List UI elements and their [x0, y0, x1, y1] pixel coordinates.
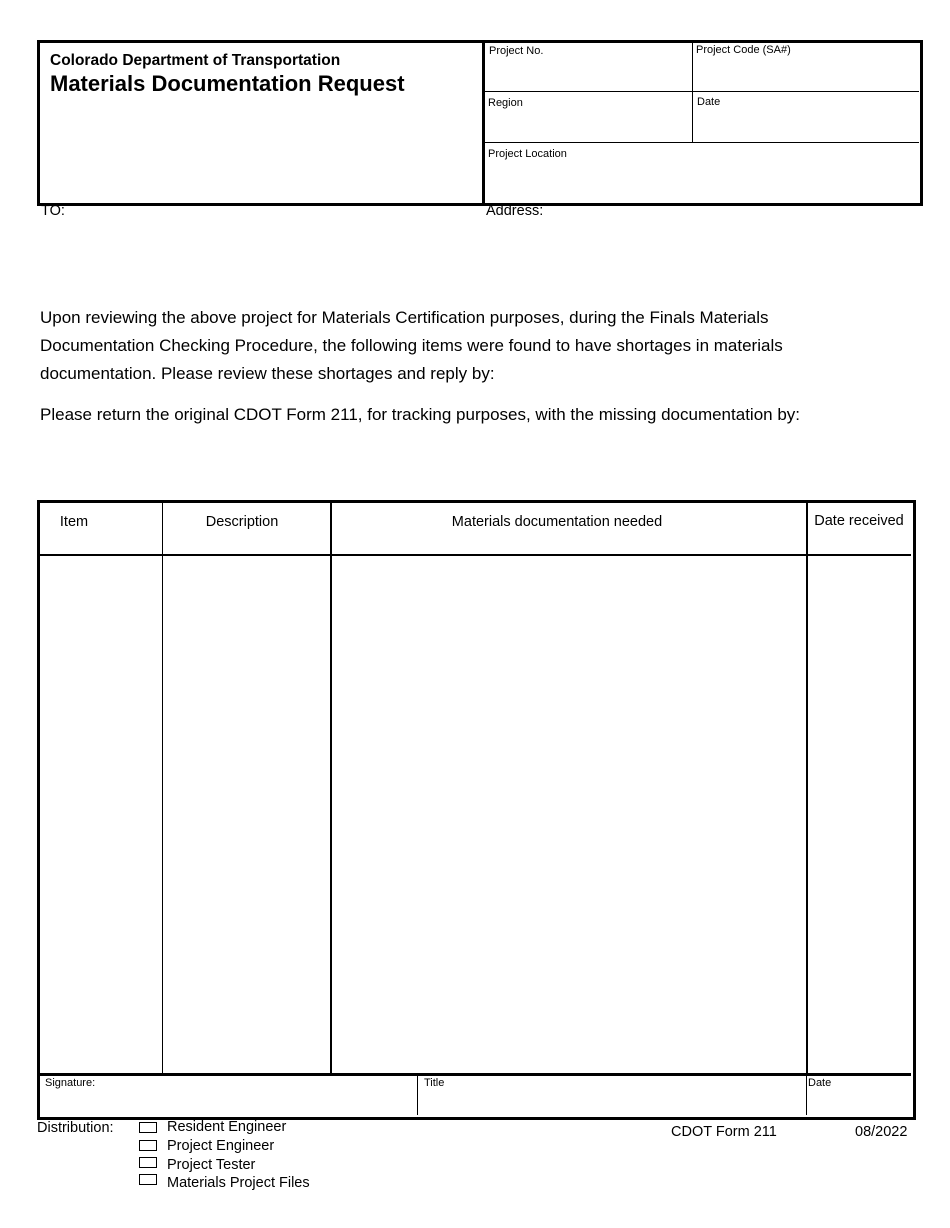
signature-divider-1 [417, 1075, 418, 1115]
date-received-column-cells[interactable] [808, 557, 910, 1073]
instructions-line-2: Documentation Checking Procedure, the following items were found to have shortages in materials [40, 336, 783, 355]
return-instructions: Please return the original CDOT Form 211, for tracking purposes, with the missing documentation by: [40, 405, 801, 424]
form-revision: 08/2022 [855, 1124, 908, 1140]
project-code-field[interactable]: Project Code (SA#) [696, 44, 791, 56]
project-tester-checkbox[interactable] [139, 1157, 157, 1168]
distribution-label: Distribution: [37, 1120, 114, 1136]
table-header-separator [39, 554, 911, 556]
column-header-item: Item [59, 514, 89, 530]
instructions-line-3: documentation. Please review these shortages and reply by: [40, 364, 495, 383]
form-title: Materials Documentation Request [50, 71, 405, 96]
header-divider-vertical-inner [692, 42, 693, 142]
column-header-date-received: Date received [814, 513, 904, 529]
project-engineer-checkbox[interactable] [139, 1140, 157, 1151]
project-no-field[interactable]: Project No. [489, 45, 544, 57]
materials-project-files-label: Materials Project Files [167, 1175, 310, 1191]
project-location-field[interactable]: Project Location [488, 148, 567, 160]
project-engineer-label: Project Engineer [167, 1138, 275, 1154]
signature-date-field[interactable]: Date [808, 1077, 832, 1089]
signature-divider-2 [806, 1075, 807, 1115]
instructions-paragraph [40, 304, 900, 388]
materials-project-files-checkbox[interactable] [139, 1174, 157, 1185]
materials-needed-column-cells[interactable] [332, 557, 806, 1073]
to-field[interactable]: TO: [41, 203, 65, 219]
resident-engineer-label: Resident Engineer [167, 1119, 287, 1135]
instructions-line-1: Upon reviewing the above project for Materials Certification purposes, during the Finals Materials [40, 308, 769, 327]
resident-engineer-checkbox[interactable] [139, 1122, 157, 1133]
agency-name: Colorado Department of Transportation [50, 52, 341, 69]
column-header-materials-needed: Materials documentation needed [451, 514, 663, 530]
header-divider-vertical [482, 40, 485, 203]
header-divider-horizontal-1 [484, 91, 919, 92]
description-column-cells[interactable] [163, 557, 330, 1073]
title-field[interactable]: Title [424, 1077, 445, 1089]
signature-field[interactable]: Signature: [45, 1077, 96, 1089]
item-column-cells[interactable] [40, 557, 162, 1073]
project-tester-label: Project Tester [167, 1157, 256, 1173]
column-header-description: Description [205, 514, 279, 530]
form-id: CDOT Form 211 [671, 1124, 777, 1140]
address-field[interactable]: Address: [486, 203, 544, 219]
date-field[interactable]: Date [697, 96, 721, 108]
header-divider-horizontal-2 [484, 142, 919, 143]
signature-row-separator [39, 1073, 911, 1076]
region-field[interactable]: Region [488, 97, 523, 109]
